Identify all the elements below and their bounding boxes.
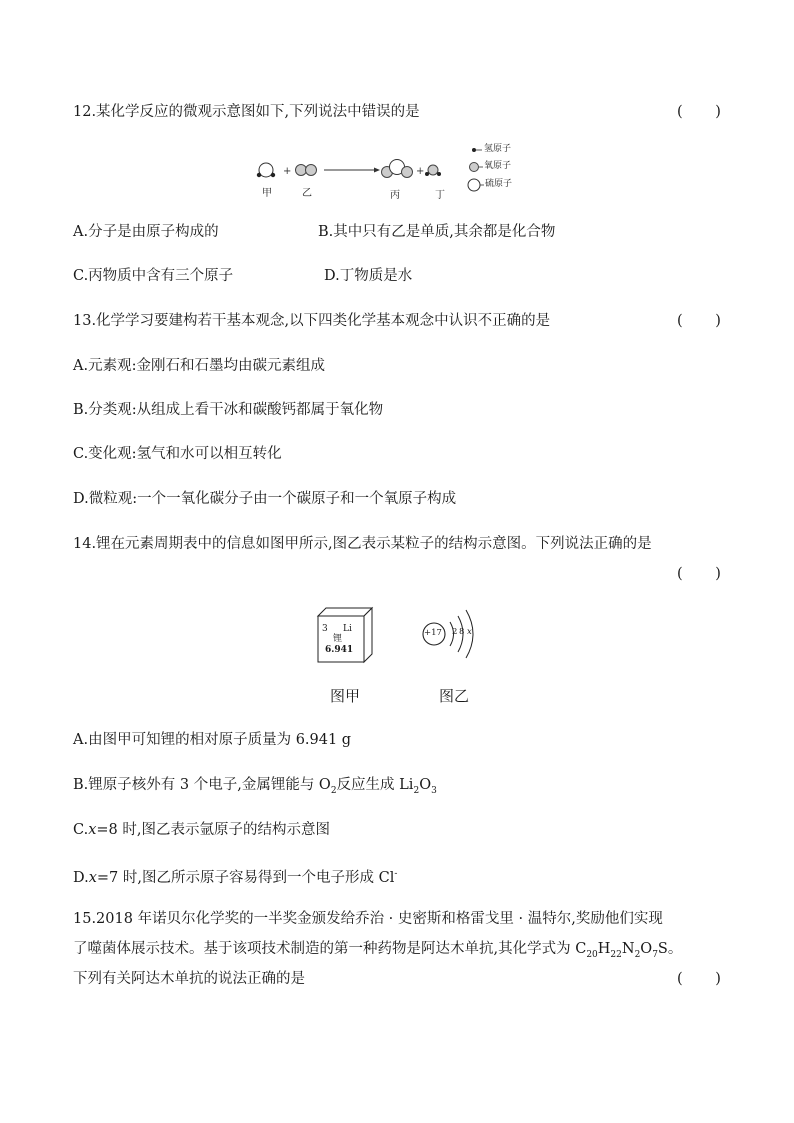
q13-option-d[interactable]: D.微粒观:一个一氧化碳分子由一个碳原子和一个氧原子构成: [73, 491, 457, 507]
q12-option-d[interactable]: D.丁物质是水: [324, 268, 413, 284]
q14-option-d-sup: -: [394, 869, 398, 879]
q13-stem: 13.化学学习要建构若干基本观念,以下四类化学基本观念中认识不正确的是: [73, 313, 551, 329]
q12-option-b[interactable]: B.其中只有乙是单质,其余都是化合物: [318, 224, 556, 240]
q13-answer-paren[interactable]: ( ): [677, 313, 735, 329]
q14-option-c-label: C.: [73, 822, 89, 838]
label-yi: 乙: [302, 188, 312, 199]
q12-option-c[interactable]: C.丙物质中含有三个原子: [73, 268, 234, 284]
q13-option-c[interactable]: C.变化观:氢气和水可以相互转化: [73, 446, 282, 462]
q14-option-d-label: D.: [73, 869, 89, 886]
q12-option-a[interactable]: A.分子是由原子构成的: [73, 224, 219, 240]
q14-stem: 14.锂在元素周期表中的信息如图甲所示,图乙表示某粒子的结构示意图。下列说法正确的是: [73, 536, 652, 552]
label-bing: 丙: [390, 190, 400, 201]
q14-option-a[interactable]: A.由图甲可知锂的相对原子质量为 6.941 g: [73, 732, 352, 748]
molecule-yi: [296, 165, 317, 176]
q14-option-c[interactable]: [73, 820, 330, 840]
q14-option-b[interactable]: [73, 775, 437, 801]
molecule-bing: [382, 160, 413, 178]
molecule-ding: [425, 165, 441, 176]
formula-o-count: 7: [652, 949, 658, 960]
legend-sulfur: 硫原子: [485, 179, 513, 189]
fig-b-nucleus: +17: [424, 628, 442, 638]
q14-option-b-sub3: 3: [431, 785, 437, 796]
q14-option-b-mid2: O: [419, 777, 432, 793]
q14-option-c-var: x: [88, 822, 97, 838]
label-ding: 丁: [435, 190, 445, 201]
fig-a-symbol: Li: [343, 624, 352, 634]
molecule-jia: [257, 163, 275, 177]
q14-option-d[interactable]: [73, 864, 397, 888]
q15-line2-text: 了噬菌体展示技术。基于该项技术制造的第一种药物是阿达木单抗,其化学式为 C: [73, 941, 587, 957]
svg-text:+: +: [416, 166, 425, 177]
formula-s: S。: [657, 941, 683, 957]
fig-a-name: 锂: [333, 634, 343, 644]
q14-option-b-text: B.锂原子核外有 3 个电子,金属锂能与 O: [73, 777, 331, 793]
q13-option-b[interactable]: B.分类观:从组成上看干冰和碳酸钙都属于氧化物: [73, 402, 384, 418]
legend-hydrogen: 氢原子: [484, 144, 512, 154]
q14-option-c-text: =8 时,图乙表示氩原子的结构示意图: [96, 822, 330, 838]
svg-text:+: +: [283, 166, 292, 177]
fig-a-mass: 6.941: [325, 645, 354, 655]
fig-b-shell1: 2: [452, 627, 458, 637]
formula-n: N: [621, 941, 635, 957]
q14-option-b-sub2: 2: [413, 785, 420, 796]
q14-option-d-text: =7 时,图乙所示原子容易得到一个电子形成 Cl: [96, 869, 395, 886]
fig-b-caption: 图乙: [439, 687, 470, 705]
q14-option-b-mid: 反应生成 Li: [336, 777, 414, 793]
q15-answer-paren[interactable]: ( ): [677, 971, 735, 987]
q14-option-b-sub1: 2: [330, 785, 337, 796]
q15-line1: 15.2018 年诺贝尔化学奖的一半奖金颁发给乔治 · 史密斯和格雷戈里 · 温特尔,奖励他们实现: [73, 911, 663, 927]
fig-b-shell2: 8: [459, 627, 465, 637]
formula-h: H: [597, 941, 611, 957]
fig-a-atomic-number: 3: [322, 624, 328, 634]
q12-stem: 12.某化学反应的微观示意图如下,下列说法中错误的是: [73, 104, 420, 120]
formula-o: O: [640, 941, 653, 957]
legend-oxygen: 氧原子: [484, 161, 512, 171]
diagram-legend: [468, 148, 484, 191]
formula-h-count: 22: [610, 949, 622, 960]
formula-n-count: 2: [634, 949, 641, 960]
q13-option-a[interactable]: A.元素观:金刚石和石墨均由碳元素组成: [73, 358, 325, 374]
q15-line2: [73, 939, 682, 965]
q14-option-d-var: x: [88, 869, 97, 886]
label-jia: 甲: [262, 188, 272, 199]
q15-line3: 下列有关阿达木单抗的说法正确的是: [73, 971, 305, 987]
fig-b-shell3: x: [467, 627, 472, 637]
q14-answer-paren[interactable]: ( ): [677, 566, 735, 582]
fig-a-caption: 图甲: [330, 687, 361, 705]
formula-c-count: 20: [586, 949, 598, 960]
q12-answer-paren[interactable]: ( ): [677, 104, 735, 120]
